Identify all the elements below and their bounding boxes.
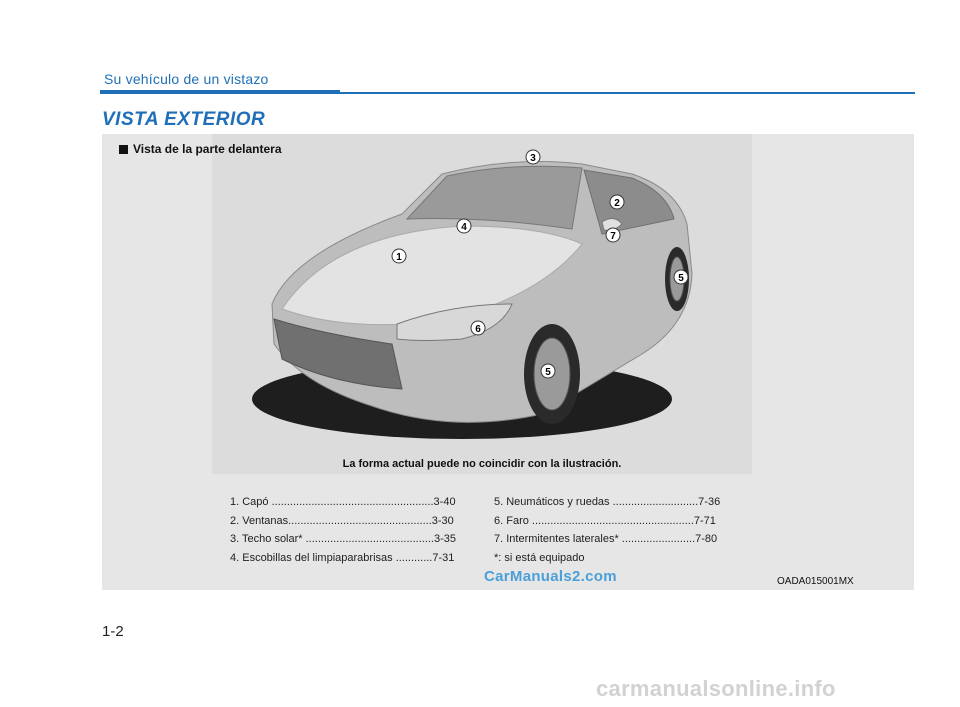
callout-5-front	[541, 364, 555, 378]
square-bullet-icon	[119, 145, 128, 154]
header-rule-thin	[340, 92, 915, 94]
watermark-link[interactable]: CarManuals2.com	[484, 568, 617, 585]
parts-list-right	[494, 493, 736, 567]
list-item: *: si está equipado	[494, 551, 585, 564]
callout-2	[610, 195, 624, 209]
footer-watermark: carmanualsonline.info	[596, 676, 836, 701]
svg-text:3: 3	[530, 153, 536, 164]
callout-6	[471, 321, 485, 335]
list-item: 5. Neumáticos y ruedas ............................7-36	[494, 496, 721, 508]
callout-7	[606, 228, 620, 242]
svg-text:7: 7	[610, 231, 616, 242]
figure-caption: La forma actual puede no coincidir con la ilustración.	[342, 458, 622, 470]
svg-text:5: 5	[678, 273, 684, 284]
svg-text:5: 5	[545, 367, 551, 378]
reference-code: OADA015001MX	[777, 576, 854, 587]
callout-4	[457, 219, 471, 233]
header-rule-thick	[100, 90, 340, 94]
car-illustration	[212, 134, 752, 464]
list-item: 1. Capó .....................................................3-40	[230, 496, 456, 508]
svg-text:6: 6	[475, 324, 481, 335]
page-title: VISTA EXTERIOR	[102, 109, 266, 130]
figure-section-text: Vista de la parte delantera	[133, 142, 282, 156]
section-header: Su vehículo de un vistazo	[104, 71, 269, 87]
list-item: 2. Ventanas...............................................3-30	[230, 514, 454, 527]
callout-1	[392, 249, 406, 263]
page-number: 1-2	[102, 623, 124, 640]
svg-text:1: 1	[396, 252, 402, 263]
parts-list-left	[230, 493, 470, 567]
list-item: 6. Faro .....................................................7-71	[494, 514, 716, 527]
callout-3	[526, 150, 540, 164]
svg-text:2: 2	[614, 198, 620, 209]
list-item: 3. Techo solar* ..........................................3-35	[230, 533, 456, 545]
list-item: 4. Escobillas del limpiaparabrisas ............7-31	[230, 551, 455, 564]
callout-5-rear	[674, 270, 688, 284]
svg-text:4: 4	[461, 222, 467, 233]
list-item: 7. Intermitentes laterales* ........................7-80	[494, 533, 718, 545]
